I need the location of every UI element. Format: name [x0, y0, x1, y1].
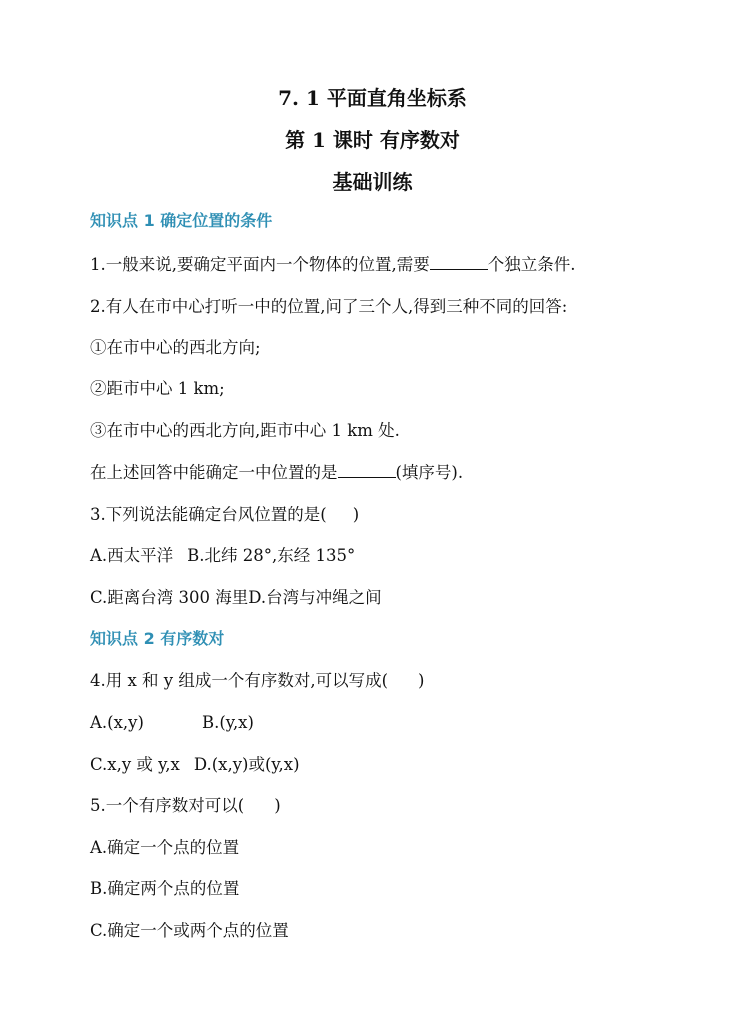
section-heading-1: 知识点 1 确定位置的条件	[90, 211, 273, 230]
question-2-ask	[90, 462, 463, 484]
question-1-text-after: 个独立条件.	[487, 255, 576, 274]
question-1	[90, 254, 575, 276]
question-5-stem-before: 5.一个有序数对可以(	[90, 796, 245, 815]
question-5-stem	[90, 795, 281, 817]
question-4-options-row-2	[90, 754, 300, 776]
question-3-options-row-2	[90, 587, 382, 609]
option-c: C.x,y 或 y,x	[90, 755, 180, 774]
page-title: 7. 1 平面直角坐标系	[278, 86, 467, 110]
answer-blank[interactable]	[430, 254, 488, 270]
question-2-ask-after: (填序号).	[395, 463, 464, 482]
option-d: D.(x,y)或(y,x)	[193, 755, 300, 774]
option-a: A.(x,y)	[90, 713, 144, 732]
question-5-stem-after: )	[274, 796, 281, 815]
question-3-options-row-1	[90, 545, 355, 567]
option-b: B.北纬 28°,东经 135°	[187, 546, 356, 565]
option-b: B.(y,x)	[202, 713, 254, 732]
question-2-answer-1: ①在市中心的西北方向;	[90, 338, 261, 357]
question-4-options-row-1	[90, 712, 254, 734]
question-5-option-b: B.确定两个点的位置	[90, 879, 240, 898]
question-4-stem-after: )	[418, 671, 425, 690]
question-5-option-a: A.确定一个点的位置	[90, 838, 240, 857]
question-2-ask-before: 在上述回答中能确定一中位置的是	[90, 463, 338, 482]
exercise-type-title: 基础训练	[332, 170, 413, 194]
question-4-stem	[90, 670, 424, 692]
question-5-option-c: C.确定一个或两个点的位置	[90, 921, 289, 940]
question-2-answer-2: ②距市中心 1 km;	[90, 379, 225, 398]
lesson-title: 第 1 课时 有序数对	[285, 128, 460, 152]
question-2-stem: 2.有人在市中心打听一中的位置,问了三个人,得到三种不同的回答:	[90, 297, 568, 316]
question-3-stem-before: 3.下列说法能确定台风位置的是(	[90, 505, 327, 524]
option-a: A.西太平洋	[90, 546, 174, 565]
question-4-stem-before: 4.用 x 和 y 组成一个有序数对,可以写成(	[90, 671, 389, 690]
answer-blank[interactable]	[338, 462, 396, 478]
option-d: D.台湾与冲绳之间	[248, 588, 382, 607]
section-heading-2: 知识点 2 有序数对	[90, 629, 225, 648]
question-1-text-before: 1.一般来说,要确定平面内一个物体的位置,需要	[90, 255, 430, 274]
question-3-stem-after: )	[352, 505, 360, 524]
question-2-answer-3: ③在市中心的西北方向,距市中心 1 km 处.	[90, 421, 400, 440]
option-c: C.距离台湾 300 海里	[90, 588, 249, 607]
question-3-stem	[90, 504, 359, 526]
